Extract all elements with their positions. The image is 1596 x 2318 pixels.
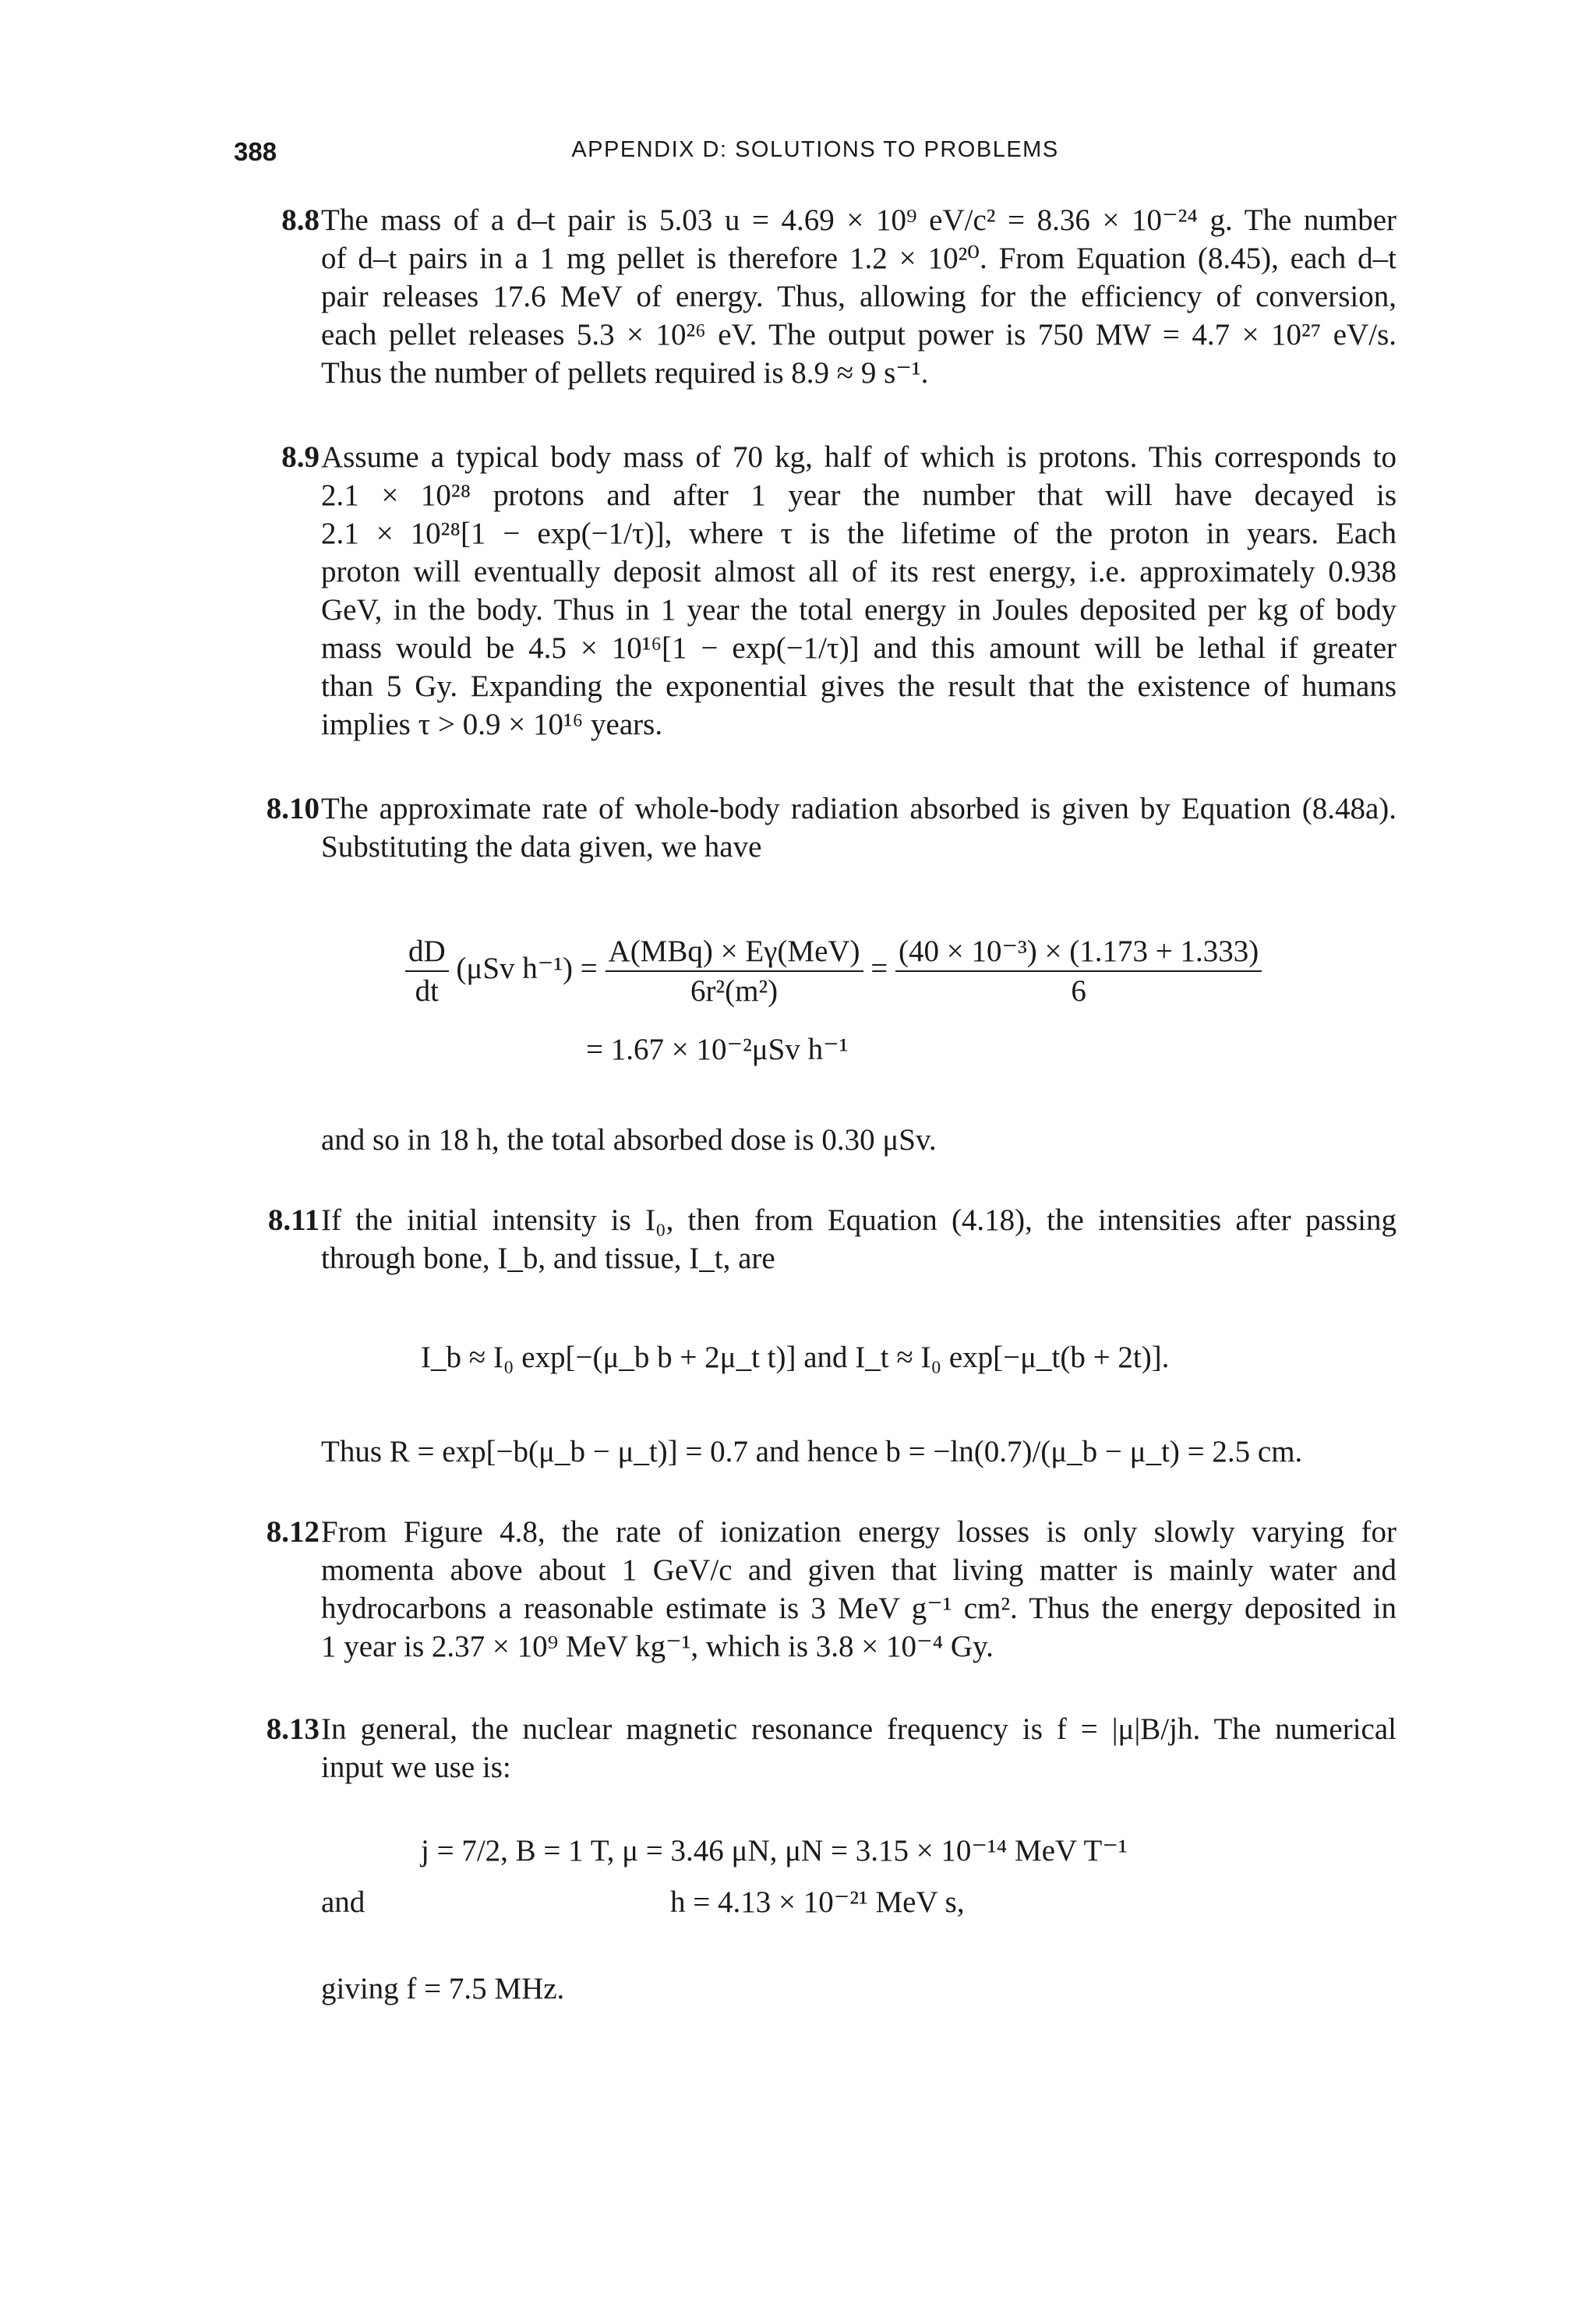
text-line: The mass of a d–t pair is 5.03 u = 4.69 × 10⁹ eV/c² = 8.36 × 10⁻²⁴ g. The number <box>321 203 1396 237</box>
problem-number: 8.13 <box>266 1712 320 1746</box>
text-line: In general, the nuclear magnetic resonance frequency is f = |μ|B/jh. The numerical <box>321 1712 1396 1746</box>
text-line: proton will eventually deposit almost all of its rest energy, i.e. approximately 0.938 <box>321 555 1396 588</box>
fraction-denominator: 6 <box>1071 974 1086 1008</box>
text-line: hydrocarbons a reasonable estimate is 3 MeV g⁻¹ cm². Thus the energy deposited in <box>321 1592 1396 1625</box>
equation-intensities: I_b ≈ I₀ exp[−(μ_b b + 2μ_t t)] and I_t ≈ I₀ exp[−μ_t(b + 2t)]. <box>421 1341 1170 1374</box>
text-line: Thus the number of pellets required is 8.9 ≈ 9 s⁻¹. <box>321 356 929 390</box>
problem-number: 8.9 <box>281 440 320 474</box>
text-line: From Figure 4.8, the rate of ionization energy losses is only slowly varying for <box>321 1515 1396 1549</box>
text-line: implies τ > 0.9 × 10¹⁶ years. <box>321 708 663 741</box>
text-line: Assume a typical body mass of 70 kg, half of which is protons. This corresponds to <box>321 440 1396 474</box>
fraction-activity <box>606 932 863 1010</box>
problem-number: 8.10 <box>266 792 320 825</box>
problem-number: 8.12 <box>266 1515 320 1549</box>
problem-number: 8.8 <box>281 203 320 237</box>
fraction-numerator: (40 × 10⁻³) × (1.173 + 1.333) <box>895 932 1262 972</box>
problem-number: 8.11 <box>267 1203 320 1237</box>
problem-text <box>321 201 1396 392</box>
text-line: of d–t pairs in a 1 mg pellet is therefore 1.2 × 10²⁰. From Equation (8.45), each d–t <box>321 242 1396 275</box>
text-line: giving f = 7.5 MHz. <box>321 1972 565 2005</box>
problem-text <box>321 1513 1396 1666</box>
text-line: and so in 18 h, the total absorbed dose is 0.30 μSv. <box>321 1123 937 1157</box>
text-line: pair releases 17.6 MeV of energy. Thus, allowing for the efficiency of conversion, <box>321 280 1396 313</box>
text-line: input we use is: <box>321 1751 511 1784</box>
equation-unit: (μSv h⁻¹) = <box>456 951 598 985</box>
text-line: 2.1 × 10²⁸[1 − exp(−1/τ)], where τ is the lifetime of the proton in years. Each <box>321 517 1396 550</box>
fraction-numerator: A(MBq) × Eγ(MeV) <box>606 932 863 972</box>
text-line: The approximate rate of whole-body radiation absorbed is given by Equation (8.48a). <box>321 792 1396 825</box>
page-number: 388 <box>234 137 277 166</box>
equation-dose-rate <box>405 932 1262 1010</box>
text-line: each pellet releases 5.3 × 10²⁶ eV. The output power is 750 MW = 4.7 × 10²⁷ eV/s. <box>321 318 1396 352</box>
equals-sign: = <box>870 951 888 985</box>
equation-planck: h = 4.13 × 10⁻²¹ MeV s, <box>670 1885 965 1919</box>
fraction-denominator: dt <box>415 974 439 1008</box>
problem-text <box>321 1710 1396 1786</box>
equation-result: = 1.67 × 10⁻²μSv h⁻¹ <box>586 1033 849 1066</box>
text-line: momenta above about 1 GeV/c and given that living matter is mainly water and <box>321 1553 1396 1587</box>
fraction-values <box>895 932 1262 1010</box>
text-line: GeV, in the body. Thus in 1 year the total energy in Joules deposited per kg of body <box>321 593 1396 627</box>
problem-text <box>321 438 1396 744</box>
text-line: 2.1 × 10²⁸ protons and after 1 year the number that will have decayed is <box>321 479 1396 512</box>
page-header <box>234 137 1396 168</box>
text-line: through bone, I_b, and tissue, I_t, are <box>321 1242 775 1275</box>
text-line: 1 year is 2.37 × 10⁹ MeV kg⁻¹, which is 3.8 × 10⁻⁴ Gy. <box>321 1630 994 1663</box>
text-line: If the initial intensity is I₀, then from Equation (4.18), the intensities after passing <box>321 1203 1396 1237</box>
fraction-numerator: dD <box>405 932 449 972</box>
problem-text <box>321 790 1396 866</box>
text-line: Thus R = exp[−b(μ_b − μ_t)] = 0.7 and hence b = −ln(0.7)/(μ_b − μ_t) = 2.5 cm. <box>321 1435 1303 1468</box>
fraction-dD-dt <box>405 932 449 1010</box>
problem-text <box>321 1201 1396 1277</box>
fraction-denominator: 6r²(m²) <box>690 974 779 1008</box>
equation-nmr-input: j = 7/2, B = 1 T, μ = 3.46 μN, μN = 3.15 × 10⁻¹⁴ MeV T⁻¹ <box>421 1834 1128 1867</box>
text-line: mass would be 4.5 × 10¹⁶[1 − exp(−1/τ)] and this amount will be lethal if greater <box>321 631 1396 665</box>
text-line: Substituting the data given, we have <box>321 830 762 864</box>
running-head: APPENDIX D: SOLUTIONS TO PROBLEMS <box>571 137 1059 162</box>
equation-and: and <box>321 1885 365 1919</box>
text-line: than 5 Gy. Expanding the exponential gives the result that the existence of humans <box>321 670 1396 703</box>
